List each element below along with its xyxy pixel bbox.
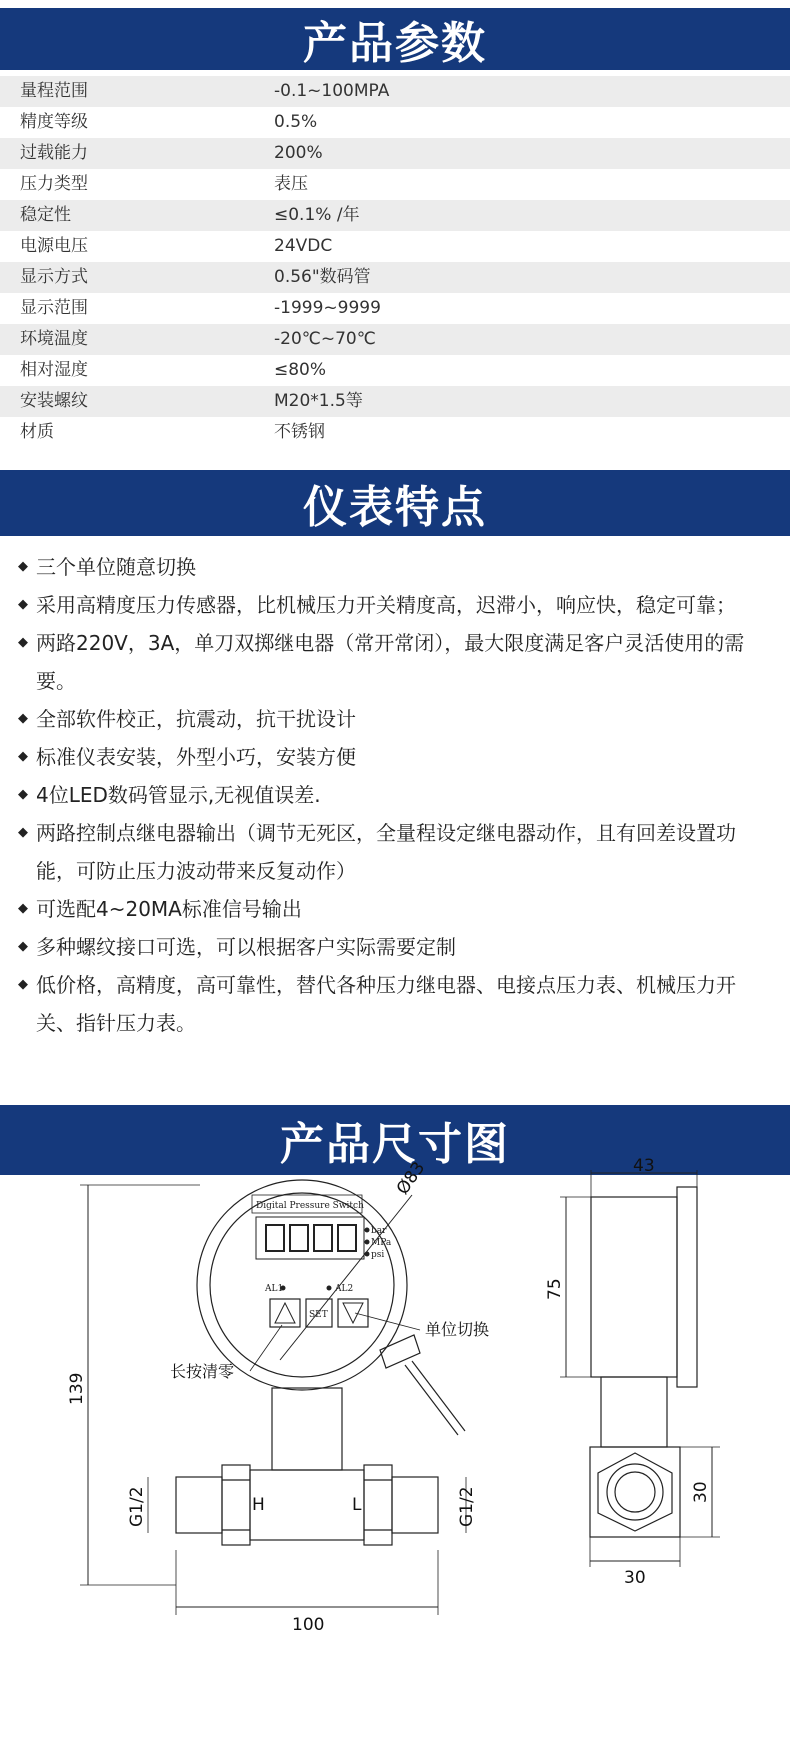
feature-text: 多种螺纹接口可选，可以根据客户实际需要定制 (36, 935, 456, 959)
bullet-icon: ◆ (18, 901, 28, 916)
led-display (256, 1217, 364, 1259)
feature-text: 标准仪表安装，外型小巧，安装方便 (36, 745, 356, 769)
feature-text: 三个单位随意切换 (36, 555, 196, 579)
feature-item (18, 586, 768, 624)
param-value: 0.5% (274, 112, 318, 132)
feature-text: 采用高精度压力传感器，比机械压力开关精度高，迟滞小，响应快，稳定可靠； (36, 593, 736, 617)
cable (405, 1365, 458, 1435)
long-press-label: 长按清零 (170, 1362, 235, 1381)
param-value: 200% (274, 143, 323, 163)
feature-item (18, 890, 768, 928)
side-hex-block (590, 1447, 680, 1537)
diameter-label: Ø83 (392, 1158, 430, 1199)
width-bottom-label: 100 (292, 1615, 325, 1635)
params-banner (0, 8, 790, 70)
unit-bar-label: bar (371, 1226, 387, 1236)
param-value: -1999~9999 (274, 298, 381, 318)
feature-text: 全部软件校正，抗震动，抗干扰设计 (36, 707, 356, 731)
param-row (0, 417, 790, 448)
height-total-label: 139 (67, 1372, 87, 1405)
set-label: SET (309, 1310, 328, 1320)
param-row (0, 200, 790, 231)
param-key: 量程范围 (20, 81, 88, 101)
param-row (0, 231, 790, 262)
param-key: 相对湿度 (20, 360, 88, 380)
panel-title: Digital Pressure Switch (256, 1201, 364, 1211)
bullet-icon: ◆ (18, 749, 28, 764)
side-block-h-label: 30 (691, 1481, 711, 1503)
param-key: 精度等级 (20, 112, 88, 132)
param-key: 材质 (20, 422, 54, 442)
side-front-bezel (677, 1187, 697, 1387)
port-h-label: H (252, 1495, 265, 1515)
bullet-icon: ◆ (18, 787, 28, 802)
param-row (0, 386, 790, 417)
side-block-w-label: 30 (624, 1568, 646, 1588)
bullet-icon: ◆ (18, 635, 28, 650)
bullet-icon: ◆ (18, 711, 28, 726)
feature-item (18, 966, 768, 1042)
param-value: 不锈钢 (274, 422, 325, 442)
right-hex-nut (364, 1465, 392, 1545)
param-row (0, 324, 790, 355)
bullet-icon: ◆ (18, 597, 28, 612)
feature-text: 可选配4~20MA标准信号输出 (36, 897, 302, 921)
diameter-leader (280, 1195, 412, 1360)
side-width-label: 43 (633, 1156, 655, 1176)
thread-left-label: G1/2 (127, 1486, 147, 1527)
param-row (0, 355, 790, 386)
param-value: -20℃~70℃ (274, 329, 376, 349)
features-title: 仪表特点 (303, 482, 487, 533)
param-value: 24VDC (274, 236, 333, 256)
thread-right-label: G1/2 (457, 1486, 477, 1527)
param-key: 压力类型 (20, 174, 88, 194)
dial-outer-ring (197, 1180, 407, 1390)
feature-text: 低价格，高精度，高可靠性，替代各种压力继电器、电接点压力表、机械压力开关、指针压力表。 (36, 973, 736, 1035)
dimension-drawing (0, 1156, 790, 1748)
param-key: 电源电压 (20, 236, 88, 256)
drawing-banner (0, 1105, 790, 1175)
side-port-inner (615, 1472, 655, 1512)
param-value: 0.56"数码管 (274, 267, 371, 287)
param-key: 过载能力 (20, 143, 88, 163)
dial-inner-ring (210, 1193, 394, 1377)
features-list (18, 548, 768, 1042)
neck (272, 1388, 342, 1470)
bullet-icon: ◆ (18, 939, 28, 954)
param-key: 环境温度 (20, 329, 88, 349)
feature-text: 4位LED数码管显示,无视值误差. (36, 783, 321, 807)
param-key: 显示范围 (20, 298, 88, 318)
params-title: 产品参数 (303, 18, 487, 69)
feature-text: 两路控制点继电器输出（调节无死区，全量程设定继电器动作，且有回差设置功能，可防止压力波动带来反复动作） (36, 821, 736, 883)
bullet-icon: ◆ (18, 977, 28, 992)
param-value: ≤80% (274, 360, 327, 380)
param-row (0, 76, 790, 107)
feature-item (18, 814, 768, 890)
unit-psi-label: psi (371, 1250, 385, 1260)
unit-switch-label: 单位切换 (425, 1320, 490, 1339)
param-value: ≤0.1% /年 (274, 205, 360, 225)
bullet-icon: ◆ (18, 559, 28, 574)
feature-item (18, 738, 768, 776)
port-l-label: L (352, 1495, 362, 1515)
param-value: M20*1.5等 (274, 391, 363, 411)
param-value: 表压 (274, 174, 308, 194)
side-hex-outline (598, 1453, 672, 1531)
features-banner (0, 470, 790, 536)
unit-mpa-label: MPa (371, 1238, 392, 1248)
feature-text: 两路220V，3A，单刀双掷继电器（常开常闭），最大限度满足客户灵活使用的需要。 (36, 631, 745, 693)
feature-item (18, 928, 768, 966)
param-key: 安装螺纹 (20, 391, 88, 411)
param-row (0, 107, 790, 138)
params-table (0, 76, 790, 448)
param-row (0, 262, 790, 293)
dimension-drawing-svg (0, 1156, 790, 1748)
side-housing (591, 1197, 677, 1377)
feature-item (18, 548, 768, 586)
side-neck (601, 1377, 667, 1447)
bullet-icon: ◆ (18, 825, 28, 840)
right-thread-port (392, 1477, 438, 1533)
left-hex-nut (222, 1465, 250, 1545)
feature-item (18, 624, 768, 700)
feature-item (18, 776, 768, 814)
left-thread-port (176, 1477, 222, 1533)
param-value: -0.1~100MPA (274, 81, 390, 101)
feature-item (18, 700, 768, 738)
side-height-label: 75 (545, 1278, 565, 1300)
param-key: 显示方式 (20, 267, 88, 287)
drawing-title: 产品尺寸图 (280, 1119, 510, 1170)
param-row (0, 169, 790, 200)
param-row (0, 138, 790, 169)
param-row (0, 293, 790, 324)
al1-label: AL1 (265, 1284, 284, 1294)
al2-label: AL2 (335, 1284, 354, 1294)
param-key: 稳定性 (20, 205, 71, 225)
body-block (250, 1470, 364, 1540)
